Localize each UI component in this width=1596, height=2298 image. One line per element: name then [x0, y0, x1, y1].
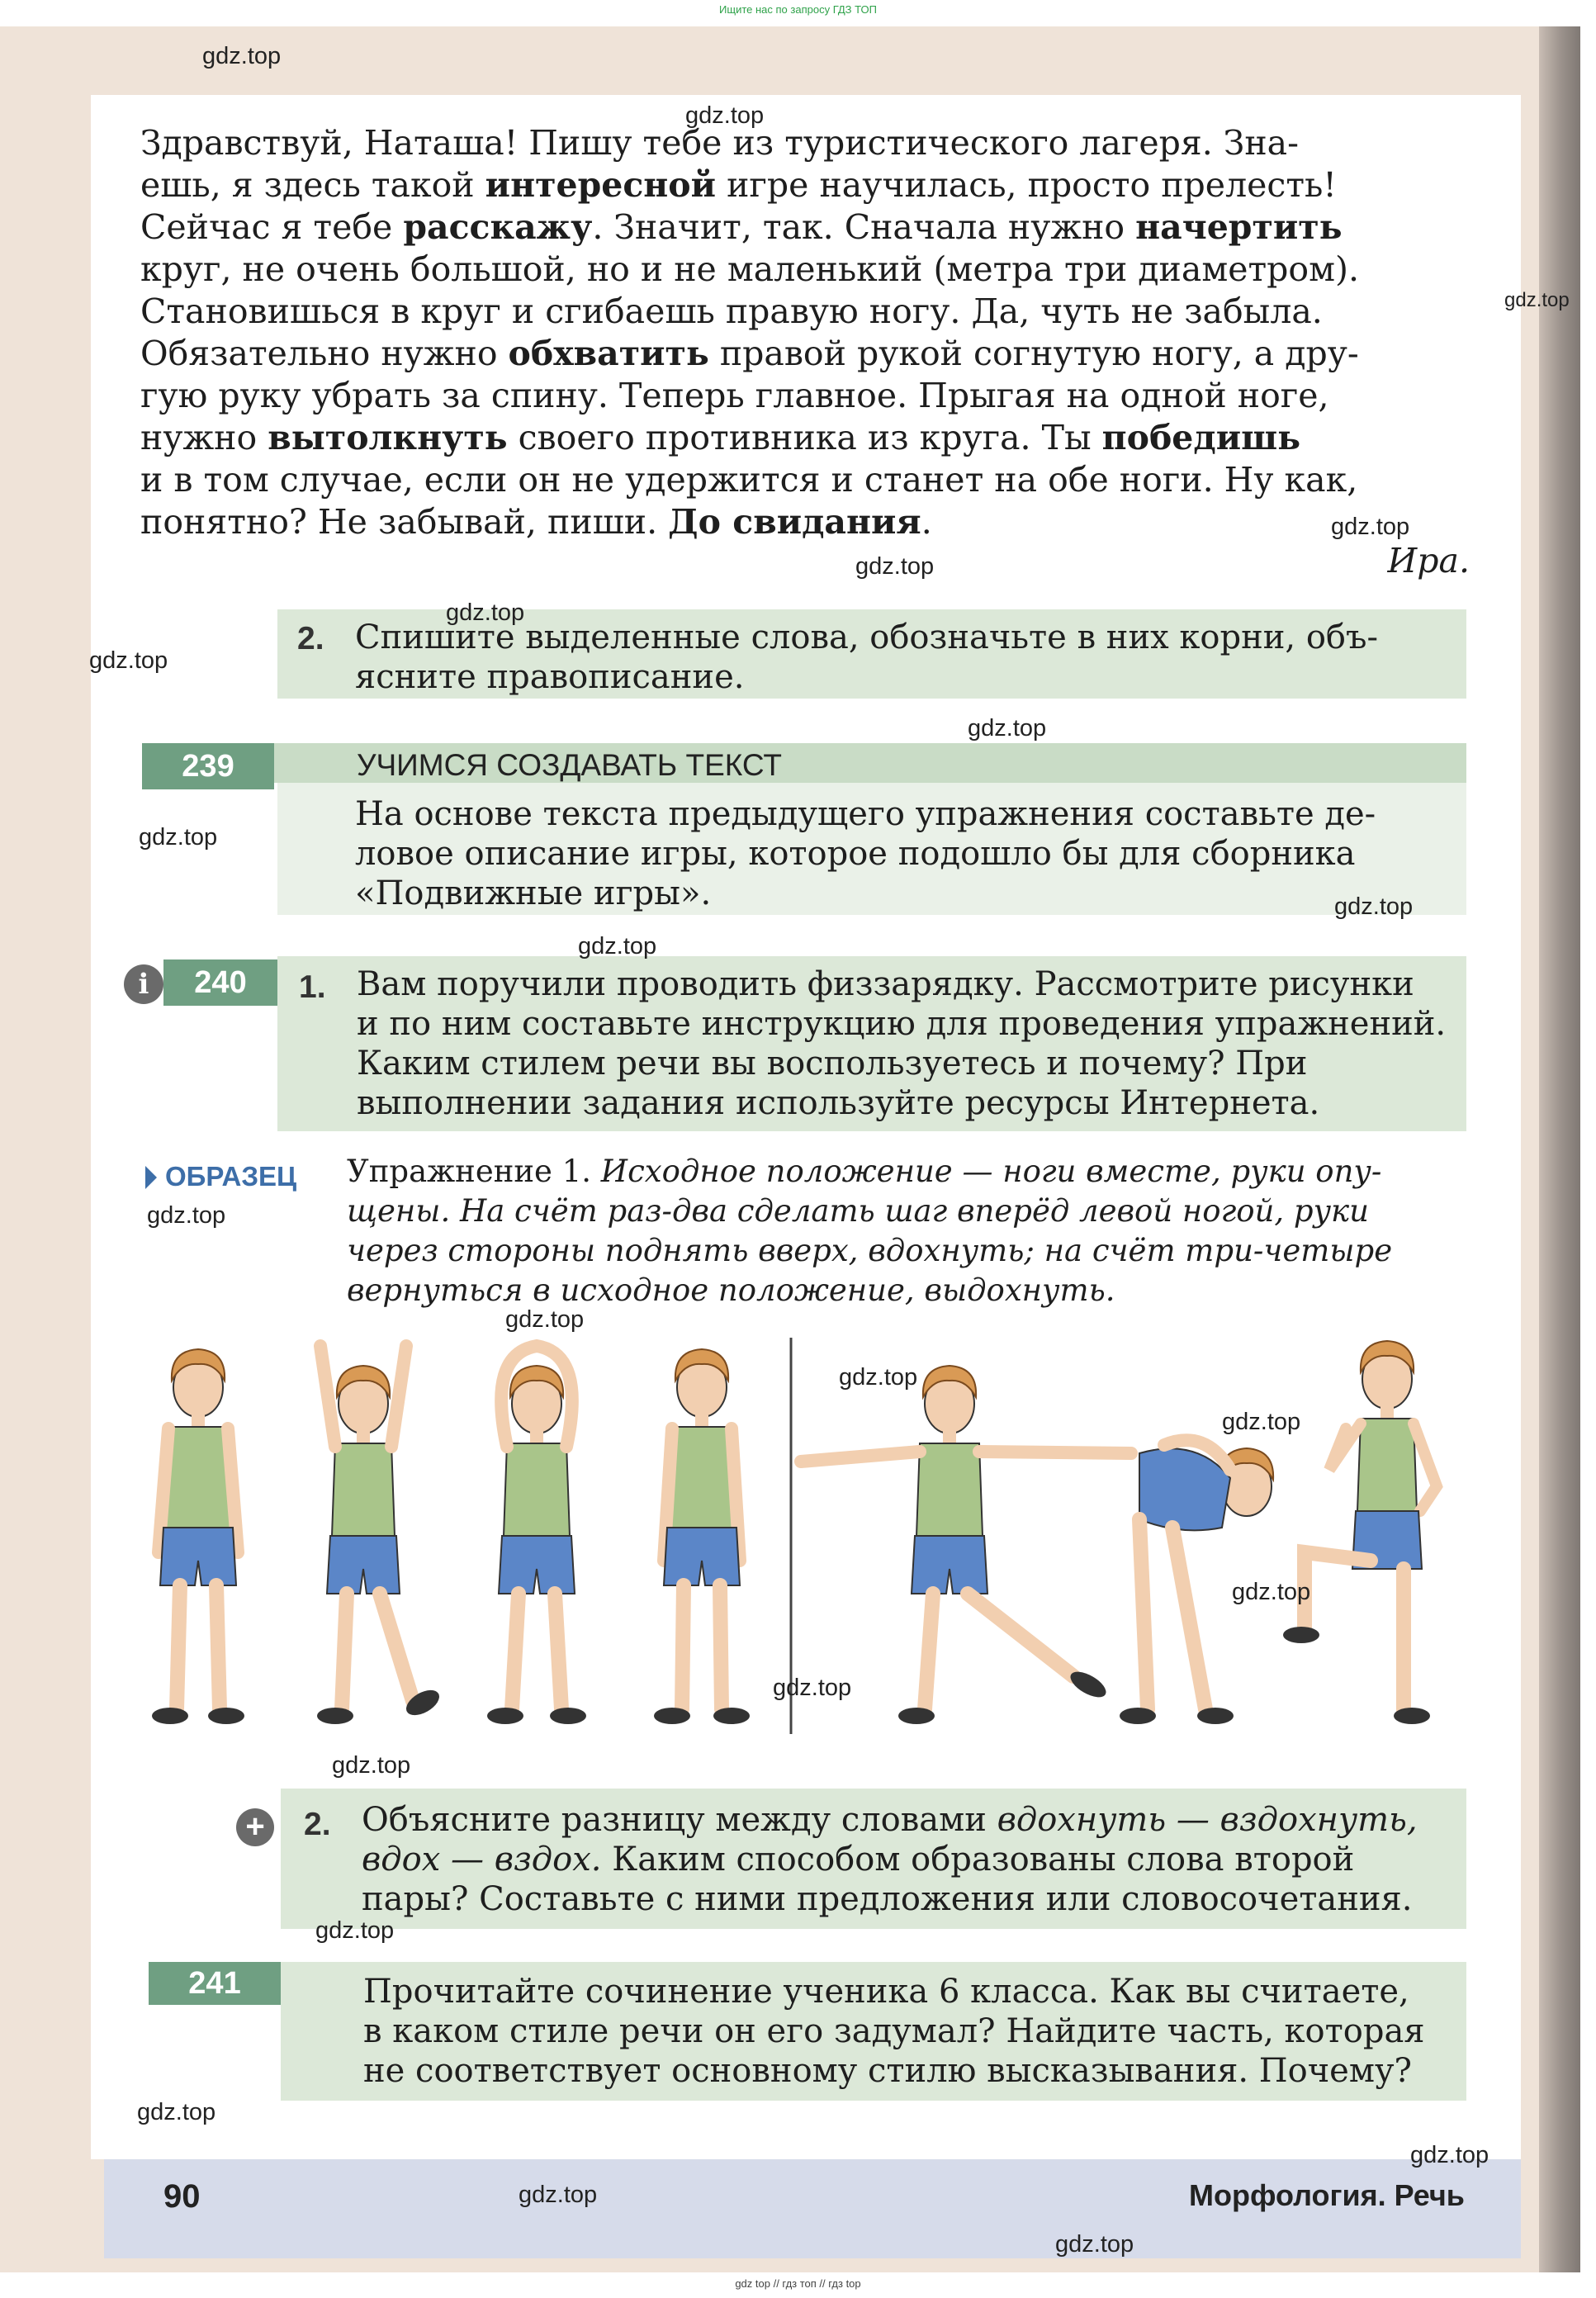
- exercise-line: Прочитайте сочинение ученика 6 класса. Как вы считаете,: [363, 1973, 1409, 2011]
- exercise-line: ловое описание игры, которое подошло бы для сборника: [355, 835, 1356, 873]
- exercise-heading: УЧИМСЯ СОЗДАВАТЬ ТЕКСТ: [357, 748, 782, 782]
- exercise-number-badge: 241: [149, 1962, 281, 2005]
- watermark: gdz.top: [1232, 1579, 1311, 1605]
- highlighted-word: победишь: [1101, 418, 1301, 457]
- task-line: вдох — вздох. Каким способом образованы слова второй: [362, 1841, 1355, 1879]
- play-arrow-icon: [145, 1166, 157, 1189]
- page-number: 90: [163, 2178, 201, 2215]
- task-text: [355, 618, 1445, 697]
- letter-line: ешь, я здесь такой интересной игре научилась, просто прелесть!: [140, 165, 1337, 205]
- task-number: 2.: [304, 1807, 331, 1842]
- letter-line: Обязательно нужно обхватить правой рукой согнутую ногу, а дру-: [140, 334, 1359, 373]
- exercise-number-badge: 240: [163, 959, 277, 1006]
- exercise-line: «Подвижные игры».: [355, 874, 712, 912]
- task-line: выполнении задания используйте ресурсы Интернета.: [357, 1084, 1320, 1122]
- watermark: gdz.top: [505, 1306, 585, 1333]
- figure-arms-up: [317, 1346, 443, 1724]
- watermark: gdz.top: [89, 647, 168, 674]
- figure-standing-turned: [654, 1349, 750, 1724]
- sample-label: ОБРАЗЕЦ: [165, 1161, 297, 1192]
- sample-text: [347, 1152, 1470, 1310]
- exercise-line: не соответствует основному стилю высказывания. Почему?: [363, 2052, 1412, 2090]
- letter-line: гую руку убрать за спину. Теперь главное. Прыгая на одной ноге,: [140, 376, 1329, 415]
- highlighted-word: До свидания: [668, 502, 921, 542]
- watermark: gdz.top: [1055, 2231, 1134, 2258]
- task-line: Каким стилем речи вы воспользуетесь и почему? При: [357, 1045, 1308, 1083]
- plus-icon: +: [236, 1808, 274, 1846]
- letter-line: Сейчас я тебе расскажу. Значит, так. Сначала нужно начертить: [140, 207, 1343, 247]
- task-number: 1.: [299, 969, 326, 1005]
- exercise-header-bar: [142, 743, 1466, 783]
- exercise-line: На основе текста предыдущего упражнения составьте де-: [355, 795, 1376, 833]
- figure-standing: [152, 1349, 244, 1724]
- highlighted-word: интересной: [485, 165, 717, 205]
- sample-line: Исходное положение — ноги вместе, руки опу-: [600, 1154, 1382, 1189]
- highlighted-word: обхватить: [508, 334, 709, 373]
- book-spine: [1539, 26, 1580, 2272]
- watermark: gdz.top: [139, 824, 218, 850]
- watermark: gdz.top: [578, 933, 657, 959]
- watermark: gdz.top: [1504, 289, 1570, 311]
- task-line: Объясните разницу между словами вдохнуть — вздохнуть,: [362, 1801, 1418, 1839]
- exercise-number-badge: 239: [142, 743, 274, 789]
- highlighted-word: начертить: [1135, 207, 1343, 247]
- letter-line: и в том случае, если он не удержится и станет на обе ноги. Ну как,: [140, 460, 1358, 500]
- letter-line: понятно? Не забывай, пиши. До свидания.: [140, 502, 932, 542]
- highlighted-word: вытолкнуть: [268, 418, 508, 457]
- task-line: ясните правописание.: [355, 658, 745, 696]
- watermark: gdz.top: [839, 1364, 918, 1391]
- watermark: gdz.top: [315, 1917, 395, 1944]
- highlighted-word: расскажу: [403, 207, 593, 247]
- letter-line: Становишься в круг и сгибаешь правую ногу. Да, чуть не забыла.: [140, 291, 1323, 331]
- task-line: Вам поручили проводить физзарядку. Рассмотрите рисунки: [357, 965, 1414, 1003]
- watermark: gdz.top: [332, 1752, 411, 1779]
- watermark: gdz.top: [1331, 514, 1410, 540]
- watermark: gdz.top: [1334, 893, 1414, 920]
- figure-knee-raise: [1283, 1341, 1437, 1724]
- letter-line: круг, не очень большой, но и не маленький (метра три диаметром).: [140, 249, 1359, 289]
- letter-signature: Ира.: [1387, 541, 1470, 580]
- exercise-line: в каком стиле речи он его задумал? Найдите часть, которая: [363, 2012, 1425, 2050]
- watermark: gdz.top: [446, 599, 525, 626]
- exercise-text: [363, 1972, 1453, 2091]
- task-line: пары? Составьте с ними предложения или словосочетания.: [362, 1880, 1413, 1918]
- letter-line: нужно вытолкнуть своего противника из круга. Ты победишь: [140, 418, 1301, 457]
- top-note: Ищите нас по запросу ГДЗ ТОП: [719, 3, 877, 16]
- italic-phrase: вдох — вздох.: [362, 1841, 602, 1879]
- task-line: Спишите выделенные слова, обозначьте в них корни, объ-: [355, 618, 1378, 656]
- letter-text: [140, 122, 1461, 543]
- info-icon: i: [124, 964, 163, 1004]
- watermark: gdz.top: [202, 43, 282, 69]
- watermark: gdz.top: [968, 715, 1047, 742]
- watermark: gdz.top: [773, 1675, 852, 1701]
- bottom-note: gdz top // гдз топ // гдз top: [735, 2277, 861, 2290]
- watermark: gdz.top: [137, 2099, 216, 2125]
- sample-line: через стороны поднять вверх, вдохнуть; на счёт три-четыре: [347, 1233, 1393, 1268]
- task-text: [362, 1800, 1452, 1919]
- task-line: и по ним составьте инструкцию для проведения упражнений.: [357, 1005, 1447, 1043]
- task-text: [357, 964, 1447, 1123]
- task-number: 2.: [297, 621, 324, 656]
- watermark: gdz.top: [1410, 2142, 1489, 2168]
- italic-phrase: вдохнуть — вздохнуть,: [997, 1801, 1418, 1839]
- figure-hands-overhead: [487, 1346, 586, 1724]
- watermark: gdz.top: [855, 553, 935, 580]
- exercise-text: [355, 794, 1445, 913]
- figure-arms-out: [801, 1366, 1131, 1724]
- sample-prefix: Упражнение 1.: [347, 1154, 592, 1189]
- watermark: gdz.top: [1222, 1409, 1301, 1435]
- letter-line: Здравствуй, Наташа! Пишу тебе из туристического лагеря. Зна-: [140, 123, 1299, 163]
- sample-line: вернуться в исходное положение, выдохнуть.: [347, 1272, 1115, 1308]
- sample-line: щены. На счёт раз-два сделать шаг вперёд левой ногой, руки: [347, 1193, 1369, 1229]
- watermark: gdz.top: [685, 102, 765, 129]
- watermark: gdz.top: [519, 2182, 598, 2208]
- section-title: Морфология. Речь: [1189, 2178, 1465, 2212]
- watermark: gdz.top: [147, 1202, 226, 1229]
